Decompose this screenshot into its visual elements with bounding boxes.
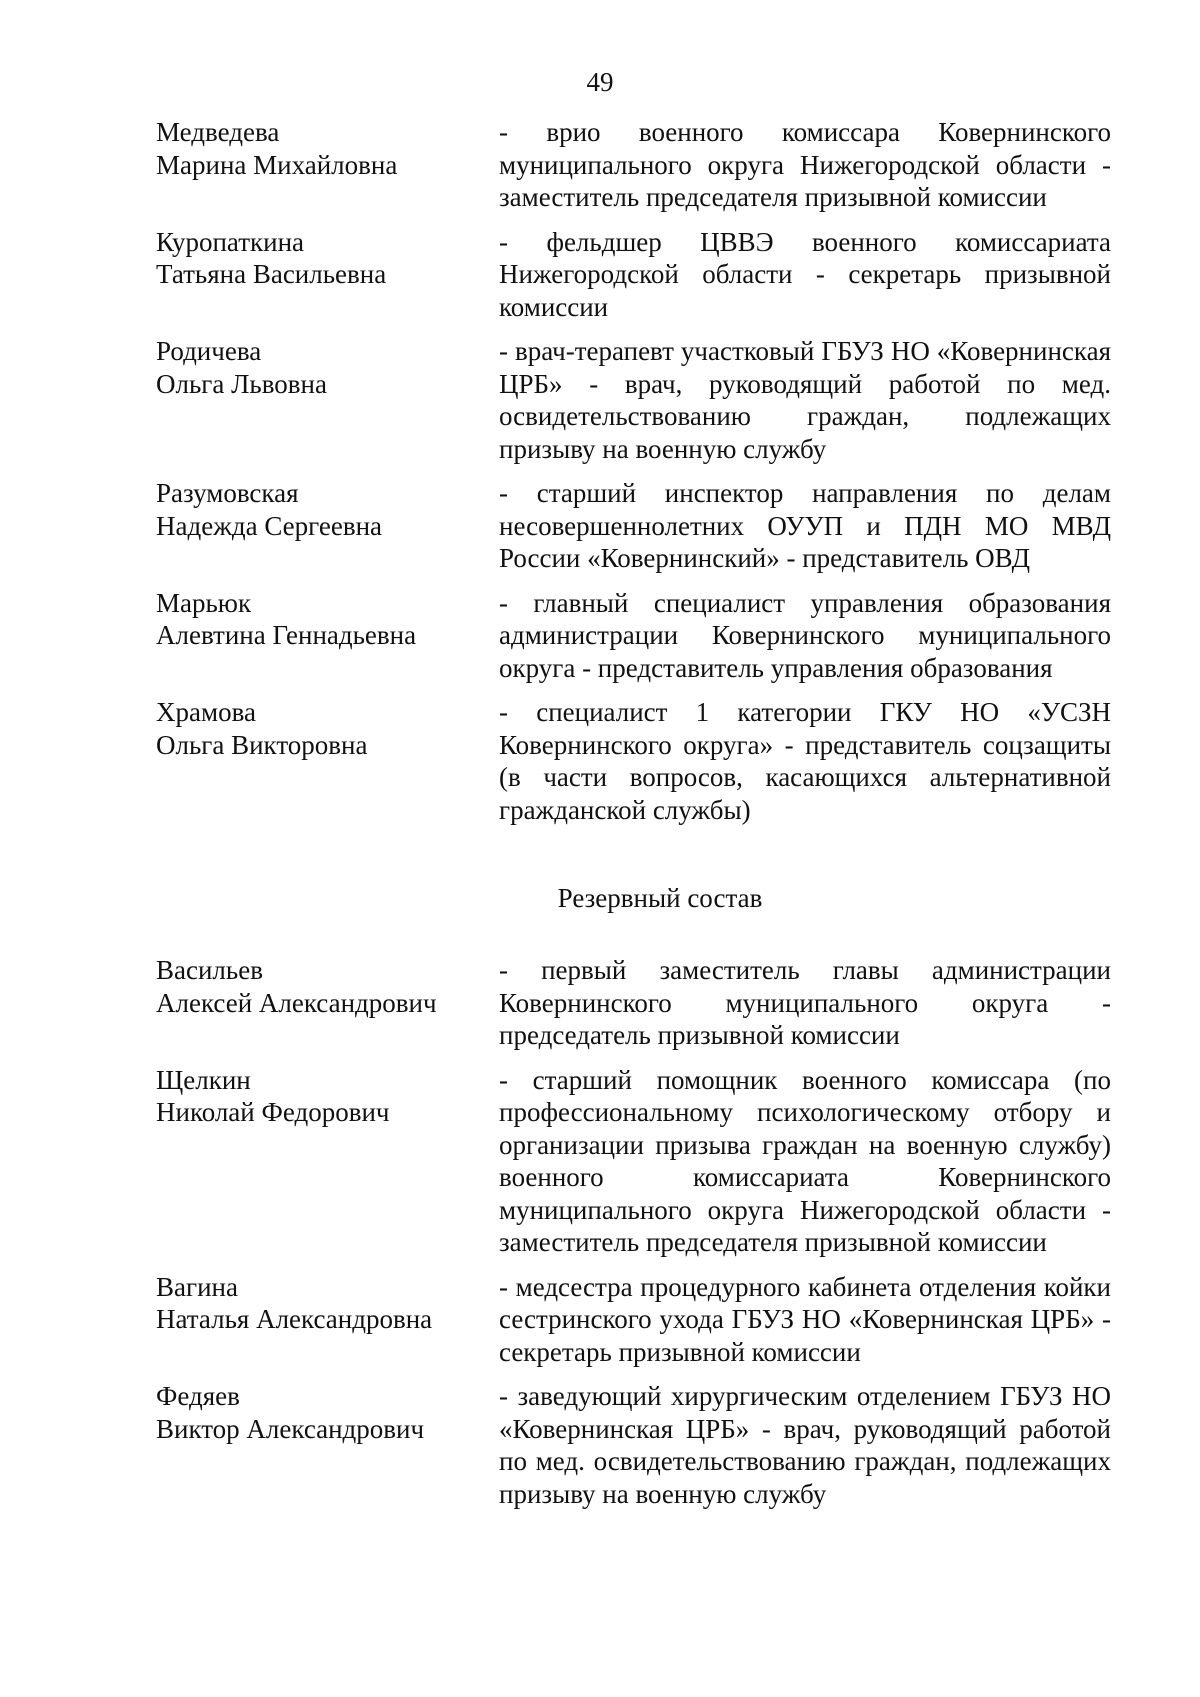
reserve-heading: Резервный состав	[557, 883, 763, 913]
member-given-names: Ольга Викторовна	[156, 729, 368, 760]
member-surname: Федяев	[156, 1381, 240, 1411]
member-name	[156, 116, 476, 181]
member-role: - фельдшер ЦВВЭ военного комиссариата Нижегородской области - секретарь призывной комиссии	[499, 226, 1111, 322]
member-role: - старший помощник военного комиссара (по профессиональному психологическому отбору и организации призыва граждан на военную службу) военного комиссариата Ковернинского муниципального округа Нижегородской области - заместитель председателя призывной комиссии	[499, 1064, 1111, 1257]
member-given-names: Алевтина Геннадьевна	[156, 620, 417, 650]
member-entry	[0, 477, 1200, 575]
member-name	[156, 335, 476, 400]
member-surname: Медведева	[156, 117, 280, 147]
member-name	[156, 1271, 476, 1336]
member-surname: Храмова	[156, 697, 256, 727]
member-entry	[0, 696, 1200, 826]
member-given-names: Татьяна Васильевна	[156, 259, 387, 289]
member-surname: Щелкин	[156, 1064, 251, 1095]
member-entry	[0, 116, 1200, 214]
member-entry	[0, 1380, 1200, 1510]
member-role: - медсестра процедурного кабинета отделения койки сестринского ухода ГБУЗ НО «Ковернинская ЦРБ» - секретарь призывной комиссии	[499, 1271, 1111, 1367]
page-number: 49	[586, 67, 614, 97]
member-role: - специалист 1 категории ГКУ НО «УСЗН Ковернинского округа» - представитель соцзащиты (в части вопросов, касающихся альтернативной гражданской службы)	[499, 697, 1111, 825]
member-given-names: Алексей Александрович	[156, 987, 437, 1018]
member-role: - главный специалист управления образования администрации Ковернинского муниципального округа - представитель управления образования	[499, 587, 1111, 683]
member-surname: Марьюк	[156, 587, 252, 618]
member-entry	[0, 1271, 1200, 1369]
member-given-names: Наталья Александровна	[156, 1304, 433, 1334]
member-name	[156, 226, 476, 291]
member-name	[156, 1380, 476, 1445]
member-entry	[0, 1064, 1200, 1259]
member-name	[156, 954, 476, 1019]
member-given-names: Ольга Львовна	[156, 368, 327, 399]
member-surname: Васильев	[156, 955, 263, 985]
member-surname: Разумовская	[156, 478, 299, 508]
member-name	[156, 1064, 476, 1129]
member-role: - заведующий хирургическим отделением ГБУЗ НО «Ковернинская ЦРБ» - врач, руководящий работой по мед. освидетельствованию граждан, подлежащих призыву на военную службу	[499, 1381, 1111, 1509]
member-surname: Вагина	[156, 1271, 238, 1302]
member-surname: Куропаткина	[156, 226, 305, 257]
member-name	[156, 477, 476, 542]
member-role: - врио военного комиссара Ковернинского муниципального округа Нижегородской области - заместитель председателя призывной комиссии	[499, 117, 1111, 212]
member-entry	[0, 587, 1200, 685]
member-role: - врач-терапевт участковый ГБУЗ НО «Ковернинская ЦРБ» - врач, руководящий работой по мед. освидетельствованию граждан, подлежащих призыву на военную службу	[499, 336, 1111, 464]
member-name	[156, 587, 476, 652]
member-entry	[0, 954, 1200, 1052]
member-given-names: Марина Михайловна	[156, 149, 398, 180]
member-surname: Родичева	[156, 336, 262, 366]
member-name	[156, 696, 476, 761]
member-entry	[0, 226, 1200, 324]
member-given-names: Надежда Сергеевна	[156, 510, 383, 541]
member-given-names: Николай Федорович	[156, 1097, 390, 1127]
reserve-members	[0, 954, 1200, 1510]
member-entry	[0, 335, 1200, 465]
member-given-names: Виктор Александрович	[156, 1413, 425, 1444]
member-role: - старший инспектор направления по делам несовершеннолетних ОУУП и ПДН МО МВД России «Ковернинский» - представитель ОВД	[499, 478, 1111, 573]
main-members	[0, 116, 1200, 826]
member-role: - первый заместитель главы администрации Ковернинского муниципального округа - председатель призывной комиссии	[499, 955, 1111, 1050]
